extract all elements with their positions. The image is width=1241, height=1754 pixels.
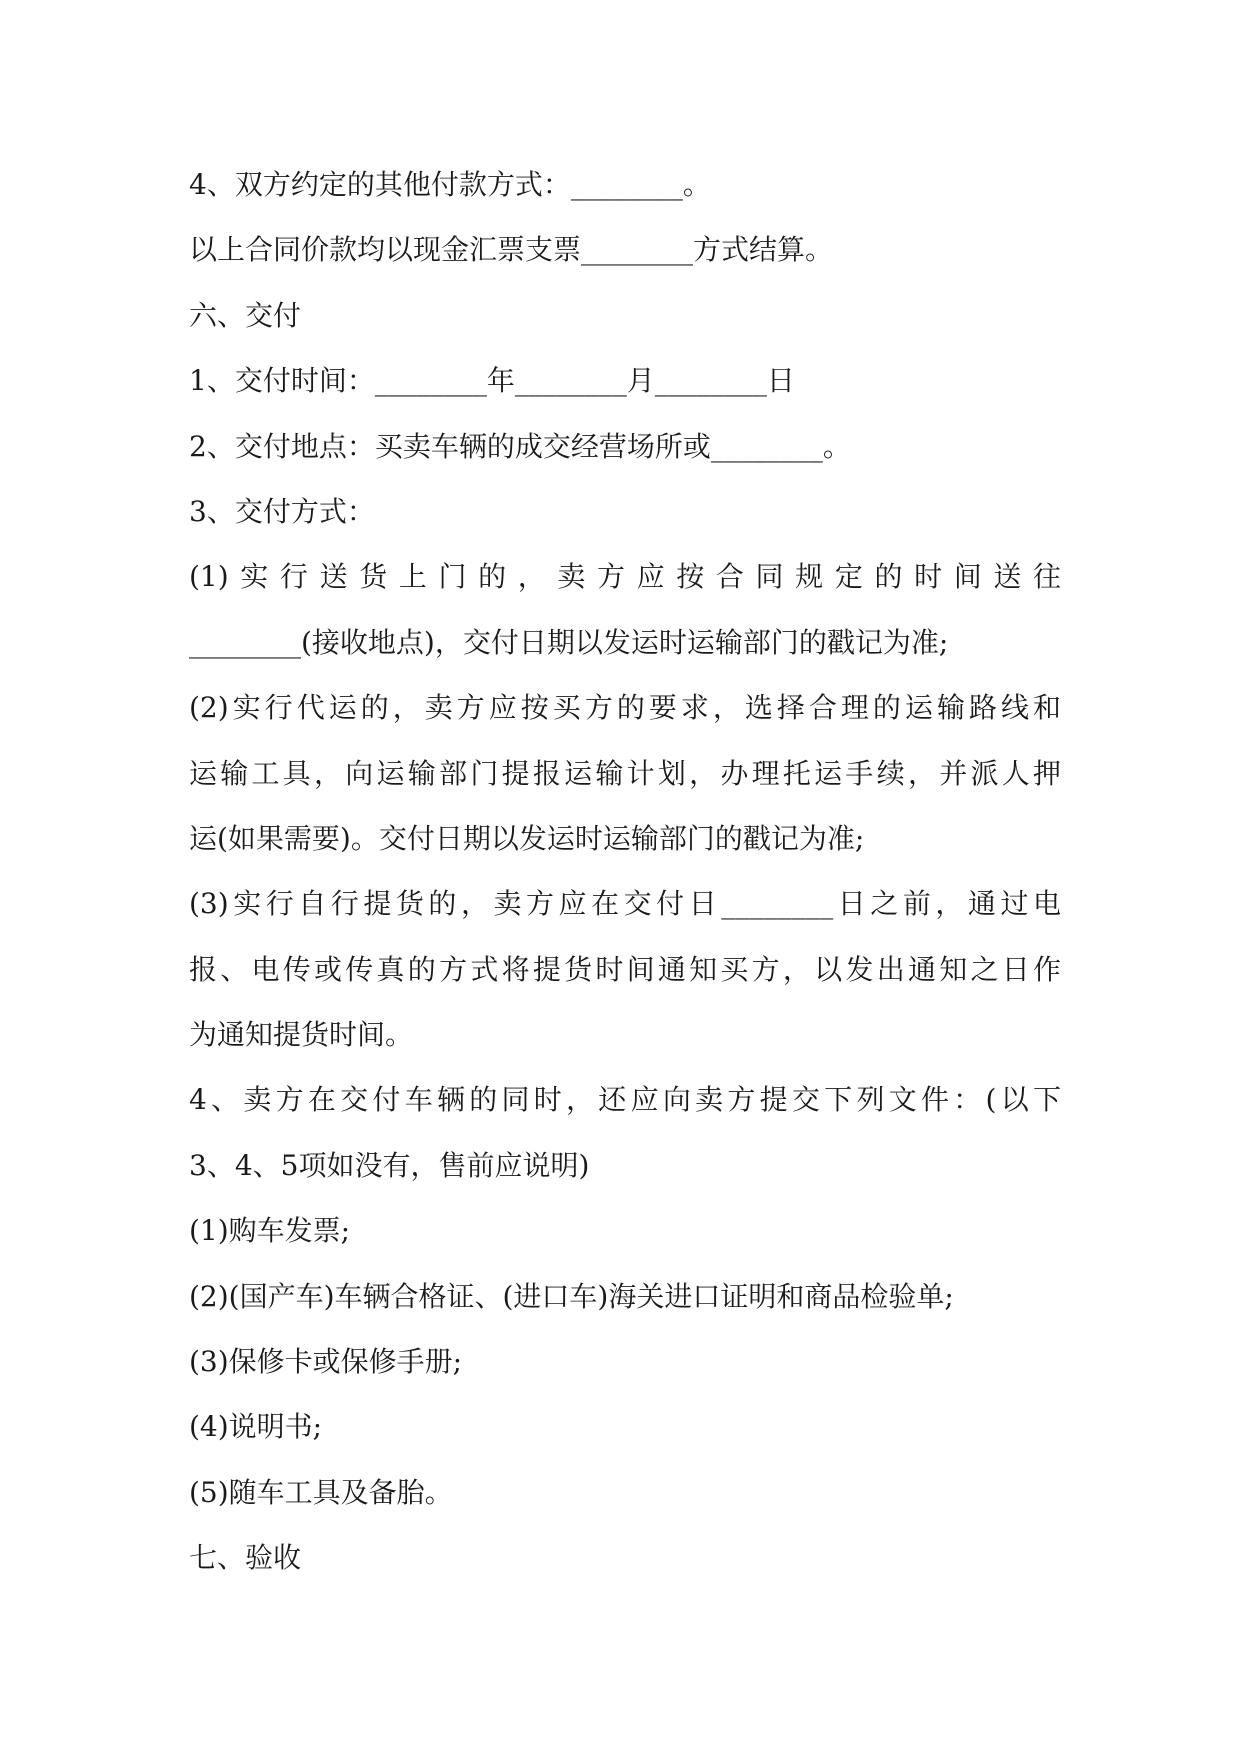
text-line-10: 运输工具，向运输部门提报运输计划，办理托运手续，并派人押 — [189, 756, 1061, 790]
text-line-9: (2)实行代运的，卖方应按买方的要求，选择合理的运输路线和 — [189, 691, 1061, 725]
text-line-7: (1)实行送货上门的，卖方应按合同规定的时间送往 — [189, 560, 1061, 594]
text-line-1: 4、双方约定的其他付款方式：________。 — [189, 168, 711, 201]
text-line-8: ________(接收地点)，交付日期以发运时运输部门的戳记为准; — [189, 625, 949, 659]
list-item-invoice: (1)购车发票; — [189, 1214, 351, 1248]
text-line-11: 运(如果需要)。交付日期以发运时运输部门的戳记为准; — [189, 821, 865, 855]
text-line-5: 2、交付地点：买卖车辆的成交经营场所或________。 — [189, 429, 851, 463]
section-heading-acceptance: 七、验收 — [189, 1541, 302, 1575]
text-line-2: 以上合同价款均以现金汇票支票________方式结算。 — [189, 233, 834, 267]
section-heading-delivery: 六、交付 — [189, 298, 302, 332]
text-line-15: 4、卖方在交付车辆的同时，还应向卖方提交下列文件：(以下 — [189, 1083, 1061, 1117]
list-item-certificate: (2)(国产车)车辆合格证、(进口车)海关进口证明和商品检验单; — [189, 1279, 954, 1313]
text-line-14: 为通知提货时间。 — [189, 1018, 414, 1052]
list-item-warranty: (3)保修卡或保修手册; — [189, 1345, 463, 1379]
text-line-13: 报、电传或传真的方式将提货时间通知买方，以发出通知之日作 — [189, 952, 1061, 986]
list-item-tools: (5)随车工具及备胎。 — [189, 1475, 453, 1509]
text-line-4: 1、交付时间：________年________月________日 — [189, 364, 795, 398]
text-line-16: 3、4、5项如没有，售前应说明) — [189, 1148, 590, 1182]
text-line-12: (3)实行自行提货的，卖方应在交付日________日之前，通过电 — [189, 887, 1061, 921]
list-item-manual: (4)说明书; — [189, 1410, 323, 1444]
text-line-6: 3、交付方式： — [189, 494, 375, 528]
document-body — [189, 152, 1061, 1591]
